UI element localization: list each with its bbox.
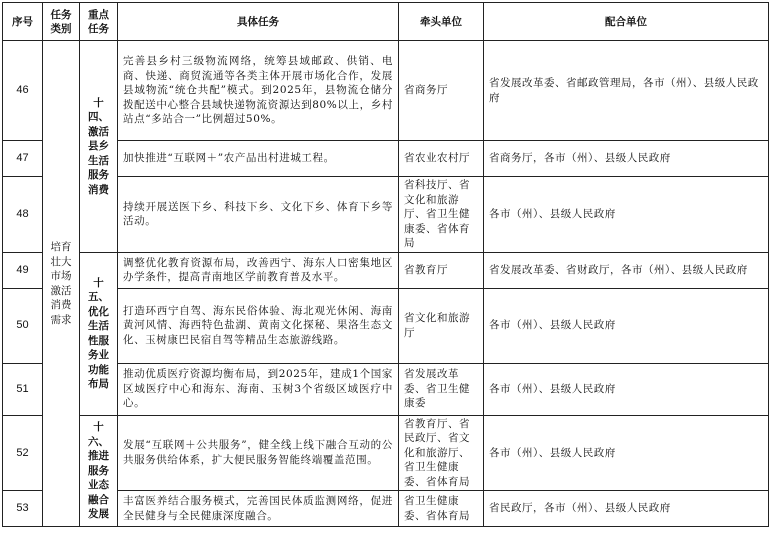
task-cell: 完善县乡村三级物流网络，统筹县域邮政、供销、电商、快递、商贸流通等各类主体开展市场化合作，发展县域物流“统仓共配”模式。到2025年，县物流仓储分拨配送中心整合县域快递物流资源达到80%以上，乡村站点“多站合一”比例超过50%。 bbox=[118, 41, 399, 141]
key-task-group-15: 十五、优化生活性服务业功能布局 bbox=[80, 252, 118, 415]
coop-unit-cell: 各市（州）、县级人民政府 bbox=[484, 288, 769, 363]
task-cell: 加快推进“互联网＋”农产品出村进城工程。 bbox=[118, 141, 399, 177]
task-cell: 持续开展送医下乡、科技下乡、文化下乡、体育下乡等活动。 bbox=[118, 177, 399, 253]
task-cell: 丰富医养结合服务模式，完善国民体质监测网络，促进全民健身与全民健康深度融合。 bbox=[118, 491, 399, 527]
row-number: 52 bbox=[3, 415, 43, 491]
header-task: 具体任务 bbox=[118, 3, 399, 41]
lead-unit-cell: 省卫生健康委、省体育局 bbox=[399, 491, 484, 527]
header-lead: 牵头单位 bbox=[399, 3, 484, 41]
table-row bbox=[3, 491, 769, 527]
coop-unit-cell: 省民政厅，各市（州）、县级人民政府 bbox=[484, 491, 769, 527]
table-row bbox=[3, 177, 769, 253]
coop-unit-cell: 各市（州）、县级人民政府 bbox=[484, 363, 769, 415]
coop-unit-cell: 省发展改革委、省财政厅，各市（州）、县级人民政府 bbox=[484, 252, 769, 288]
row-number: 48 bbox=[3, 177, 43, 253]
task-cell: 打造环西宁自驾、海东民俗体验、海北观光休闲、海南黄河风情、海西特色盐湖、黄南文化探秘、果洛生态文化、玉树康巴民宿自驾等精品生态旅游线路。 bbox=[118, 288, 399, 363]
lead-unit-cell: 省商务厅 bbox=[399, 41, 484, 141]
row-number: 50 bbox=[3, 288, 43, 363]
row-number: 49 bbox=[3, 252, 43, 288]
category-cell: 培育壮大市场激活消费需求 bbox=[43, 41, 80, 527]
row-number: 53 bbox=[3, 491, 43, 527]
task-cell: 发展“互联网＋公共服务”，健全线上线下融合互动的公共服务供给体系，扩大便民服务智能终端覆盖范围。 bbox=[118, 415, 399, 491]
lead-unit-cell: 省文化和旅游厅 bbox=[399, 288, 484, 363]
table-row bbox=[3, 288, 769, 363]
key-task-group-14: 十四、激活县乡生活服务消费 bbox=[80, 41, 118, 253]
row-number: 46 bbox=[3, 41, 43, 141]
coop-unit-cell: 各市（州）、县级人民政府 bbox=[484, 415, 769, 491]
lead-unit-cell: 省科技厅、省文化和旅游厅、省卫生健康委、省体育局 bbox=[399, 177, 484, 253]
row-number: 51 bbox=[3, 363, 43, 415]
task-cell: 调整优化教育资源布局，改善西宁、海东人口密集地区办学条件，提高青南地区学前教育普及水平。 bbox=[118, 252, 399, 288]
table-row bbox=[3, 252, 769, 288]
table-row bbox=[3, 141, 769, 177]
header-category: 任务类别 bbox=[43, 3, 80, 41]
coop-unit-cell: 各市（州）、县级人民政府 bbox=[484, 177, 769, 253]
task-cell: 推动优质医疗资源均衡布局，到2025年，建成1个国家区域医疗中心和海东、海南、玉树3个省级区域医疗中心。 bbox=[118, 363, 399, 415]
lead-unit-cell: 省教育厅、省民政厅、省文化和旅游厅、省卫生健康委、省体育局 bbox=[399, 415, 484, 491]
header-seq: 序号 bbox=[3, 3, 43, 41]
lead-unit-cell: 省农业农村厅 bbox=[399, 141, 484, 177]
row-number: 47 bbox=[3, 141, 43, 177]
task-table bbox=[2, 2, 769, 527]
table-row bbox=[3, 415, 769, 491]
table-row bbox=[3, 363, 769, 415]
lead-unit-cell: 省发展改革委、省卫生健康委 bbox=[399, 363, 484, 415]
table-row bbox=[3, 41, 769, 141]
lead-unit-cell: 省教育厅 bbox=[399, 252, 484, 288]
header-key-task: 重点任务 bbox=[80, 3, 118, 41]
header-coop: 配合单位 bbox=[484, 3, 769, 41]
header-row bbox=[3, 3, 769, 41]
coop-unit-cell: 省发展改革委、省邮政管理局，各市（州）、县级人民政府 bbox=[484, 41, 769, 141]
key-task-group-16: 十六、推进服务业态融合发展 bbox=[80, 415, 118, 527]
coop-unit-cell: 省商务厅，各市（州）、县级人民政府 bbox=[484, 141, 769, 177]
